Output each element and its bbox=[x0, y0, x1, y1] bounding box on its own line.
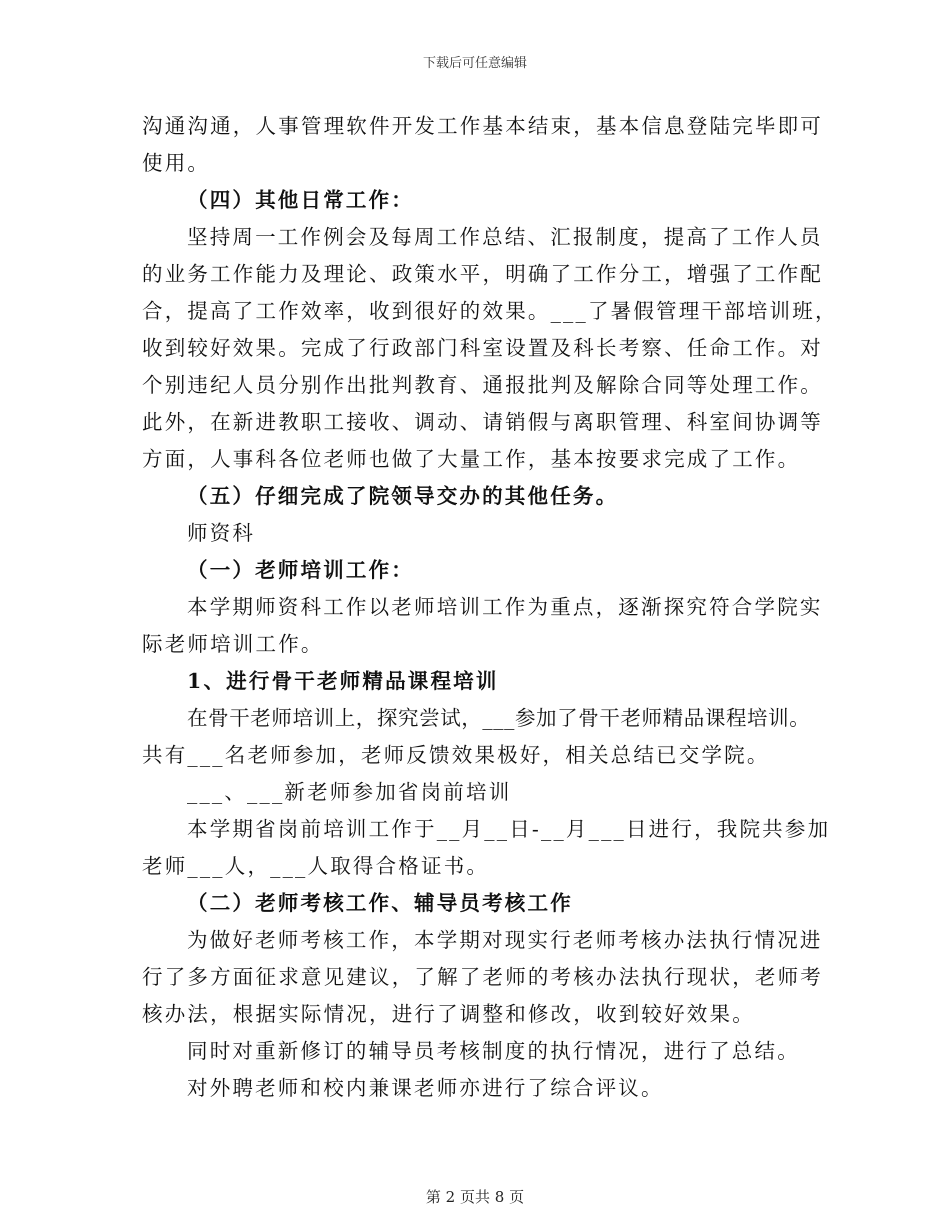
paragraph-line: 际老师培训工作。 bbox=[142, 632, 324, 656]
paragraph-line: 本学期师资科工作以老师培训工作为重点，逐渐探究符合学院实 bbox=[187, 595, 823, 619]
paragraph-line: 个别违纪人员分别作出批判教育、通报批判及解除合同等处理工作。 bbox=[142, 373, 823, 397]
paragraph-line: 此外，在新进教职工接收、调动、请销假与离职管理、科室间协调等 bbox=[142, 410, 823, 434]
section-heading: （二）老师考核工作、辅导员考核工作 bbox=[187, 891, 573, 915]
page-footer: 第 2 页共 8 页 bbox=[425, 1188, 525, 1206]
department-title: 师资科 bbox=[187, 521, 256, 545]
paragraph-line: 老师___人，___人取得合格证书。 bbox=[142, 854, 490, 878]
paragraph-line: 使用。 bbox=[142, 151, 211, 175]
section-heading: （一）老师培训工作： bbox=[187, 558, 414, 582]
paragraph-line: 合，提高了工作效率，收到很好的效果。___了暑假管理干部培训班， bbox=[142, 299, 838, 323]
paragraph-line: 对外聘老师和校内兼课老师亦进行了综合评议。 bbox=[187, 1076, 664, 1100]
paragraph-line: 为做好老师考核工作，本学期对现实行老师考核办法执行情况进 bbox=[187, 928, 823, 952]
subsection-heading: 1、进行骨干老师精品课程培训 bbox=[187, 669, 499, 693]
paragraph-line: 收到较好效果。完成了行政部门科室设置及科长考察、任命工作。对 bbox=[142, 336, 823, 360]
paragraph-line: 共有___名老师参加，老师反馈效果极好，相关总结已交学院。 bbox=[142, 743, 770, 767]
paragraph-line: 同时对重新修订的辅导员考核制度的执行情况，进行了总结。 bbox=[187, 1039, 800, 1063]
paragraph-line: 的业务工作能力及理论、政策水平，明确了工作分工，增强了工作配 bbox=[142, 262, 823, 286]
paragraph-line: 沟通沟通，人事管理软件开发工作基本结束，基本信息登陆完毕即可 bbox=[142, 114, 823, 138]
section-heading: （五）仔细完成了院领导交办的其他任务。 bbox=[187, 484, 619, 508]
section-heading: （四）其他日常工作： bbox=[187, 188, 414, 212]
paragraph-line: 行了多方面征求意见建议，了解了老师的考核办法执行现状，老师考 bbox=[142, 965, 823, 989]
paragraph-line: 方面，人事科各位老师也做了大量工作，基本按要求完成了工作。 bbox=[142, 447, 801, 471]
paragraph-line: 核办法，根据实际情况，进行了调整和修改，收到较好效果。 bbox=[142, 1002, 755, 1026]
document-body bbox=[142, 108, 838, 1107]
paragraph-line: 在骨干老师培训上，探究尝试，___参加了骨干老师精品课程培训。 bbox=[187, 706, 811, 730]
subsection-heading: ___、___新老师参加省岗前培训 bbox=[187, 780, 512, 804]
paragraph-line: 坚持周一工作例会及每周工作总结、汇报制度，提高了工作人员 bbox=[187, 225, 823, 249]
page-header: 下载后可任意编辑 bbox=[422, 56, 527, 71]
paragraph-line: 本学期省岗前培训工作于__月__日-__月___日进行，我院共参加 bbox=[187, 817, 831, 841]
